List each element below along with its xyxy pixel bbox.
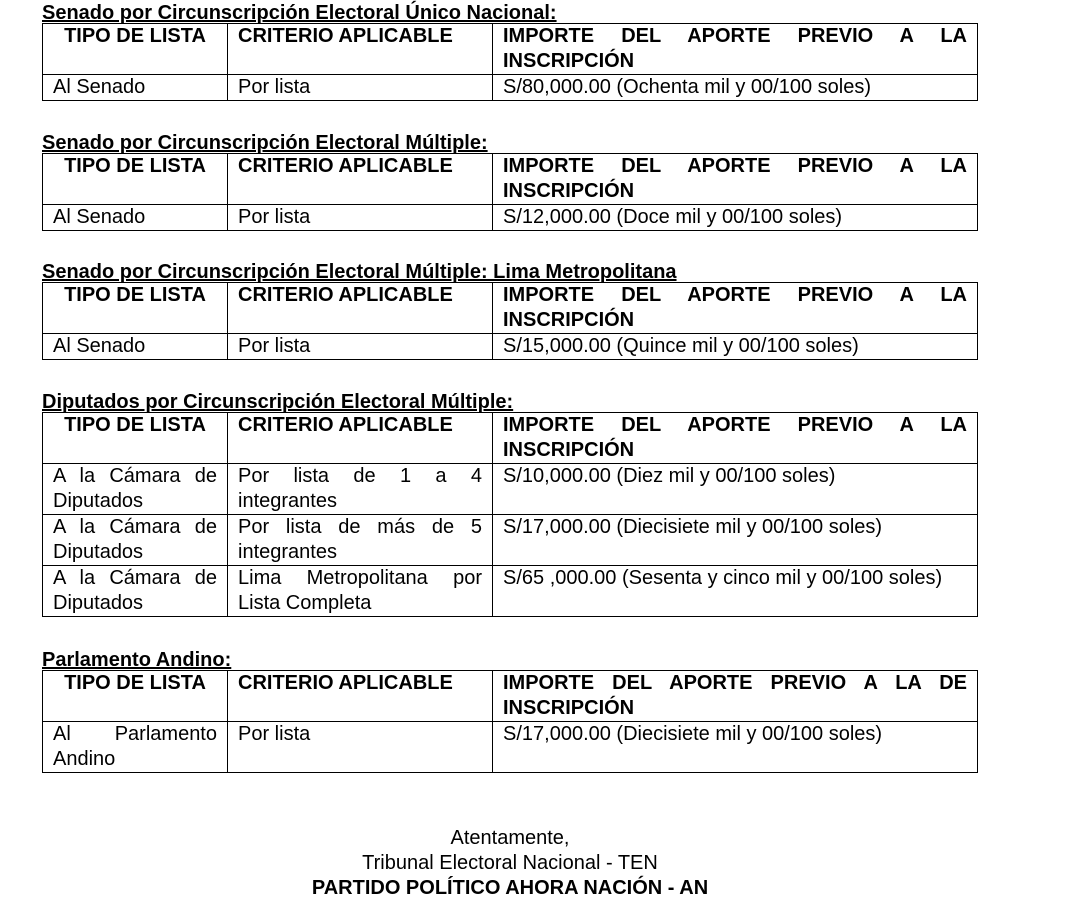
table-header-row	[43, 154, 978, 205]
cell-criterio: Por lista	[228, 722, 493, 773]
cell-importe: S/17,000.00 (Diecisiete mil y 00/100 soles)	[493, 515, 978, 566]
header-importe: IMPORTE DEL APORTE PREVIO A LA INSCRIPCIÓN	[493, 283, 978, 334]
header-importe: IMPORTE DEL APORTE PREVIO A LA INSCRIPCIÓN	[493, 24, 978, 75]
header-criterio-aplicable: CRITERIO APLICABLE	[228, 671, 493, 722]
section-title: Diputados por Circunscripción Electoral Múltiple:	[42, 391, 514, 413]
cell-importe: S/80,000.00 (Ochenta mil y 00/100 soles)	[493, 75, 978, 101]
cell-tipo: Al Senado	[43, 75, 228, 101]
table-row	[43, 75, 978, 101]
table-header-row	[43, 283, 978, 334]
closing-organization: Tribunal Electoral Nacional - TEN	[362, 852, 658, 874]
fee-table	[42, 282, 978, 360]
section-senado-unico-nacional	[42, 3, 977, 101]
header-importe: IMPORTE DEL APORTE PREVIO A LA DE INSCRIPCIÓN	[493, 671, 978, 722]
table-row	[43, 515, 978, 566]
header-tipo-de-lista: TIPO DE LISTA	[43, 413, 228, 464]
table-header-row	[43, 413, 978, 464]
table-header-row	[43, 24, 978, 75]
section-senado-lima-metropolitana	[42, 262, 977, 360]
table-row	[43, 334, 978, 360]
section-senado-multiple	[42, 133, 977, 231]
cell-tipo: A la Cámara de Diputados	[43, 566, 228, 617]
cell-importe: S/65 ,000.00 (Sesenta y cinco mil y 00/100 soles)	[493, 566, 978, 617]
cell-criterio: Por lista	[228, 75, 493, 101]
table-row	[43, 566, 978, 617]
section-title: Senado por Circunscripción Electoral Múltiple:	[42, 132, 488, 154]
cell-criterio: Por lista de 1 a 4 integrantes	[228, 464, 493, 515]
table-header-row	[43, 671, 978, 722]
header-importe: IMPORTE DEL APORTE PREVIO A LA INSCRIPCIÓN	[493, 413, 978, 464]
cell-tipo: Al Senado	[43, 334, 228, 360]
cell-criterio: Por lista de más de 5 integrantes	[228, 515, 493, 566]
closing-party-name: PARTIDO POLÍTICO AHORA NACIÓN - AN	[311, 877, 709, 899]
cell-importe: S/12,000.00 (Doce mil y 00/100 soles)	[493, 205, 978, 231]
fee-table	[42, 412, 978, 617]
cell-importe: S/17,000.00 (Diecisiete mil y 00/100 soles)	[493, 722, 978, 773]
fee-table	[42, 153, 978, 231]
cell-tipo: A la Cámara de Diputados	[43, 464, 228, 515]
header-criterio-aplicable: CRITERIO APLICABLE	[228, 413, 493, 464]
cell-importe: S/15,000.00 (Quince mil y 00/100 soles)	[493, 334, 978, 360]
fee-table	[42, 23, 978, 101]
header-criterio-aplicable: CRITERIO APLICABLE	[228, 154, 493, 205]
section-title: Parlamento Andino:	[42, 649, 232, 671]
header-tipo-de-lista: TIPO DE LISTA	[43, 283, 228, 334]
section-title: Senado por Circunscripción Electoral Múltiple: Lima Metropolitana	[42, 261, 677, 283]
section-title: Senado por Circunscripción Electoral Único Nacional:	[42, 2, 557, 24]
table-row	[43, 722, 978, 773]
cell-tipo: Al Parlamento Andino	[43, 722, 228, 773]
table-row	[43, 464, 978, 515]
section-parlamento-andino	[42, 650, 977, 773]
cell-criterio: Por lista	[228, 334, 493, 360]
header-importe: IMPORTE DEL APORTE PREVIO A LA INSCRIPCIÓN	[493, 154, 978, 205]
closing-block	[0, 826, 1020, 901]
cell-importe: S/10,000.00 (Diez mil y 00/100 soles)	[493, 464, 978, 515]
header-tipo-de-lista: TIPO DE LISTA	[43, 24, 228, 75]
fee-table	[42, 670, 978, 773]
cell-criterio: Por lista	[228, 205, 493, 231]
header-criterio-aplicable: CRITERIO APLICABLE	[228, 283, 493, 334]
section-diputados	[42, 392, 977, 617]
cell-tipo: A la Cámara de Diputados	[43, 515, 228, 566]
cell-criterio: Lima Metropolitana por Lista Completa	[228, 566, 493, 617]
header-tipo-de-lista: TIPO DE LISTA	[43, 154, 228, 205]
table-row	[43, 205, 978, 231]
closing-salutation: Atentamente,	[450, 827, 570, 849]
header-tipo-de-lista: TIPO DE LISTA	[43, 671, 228, 722]
cell-tipo: Al Senado	[43, 205, 228, 231]
header-criterio-aplicable: CRITERIO APLICABLE	[228, 24, 493, 75]
